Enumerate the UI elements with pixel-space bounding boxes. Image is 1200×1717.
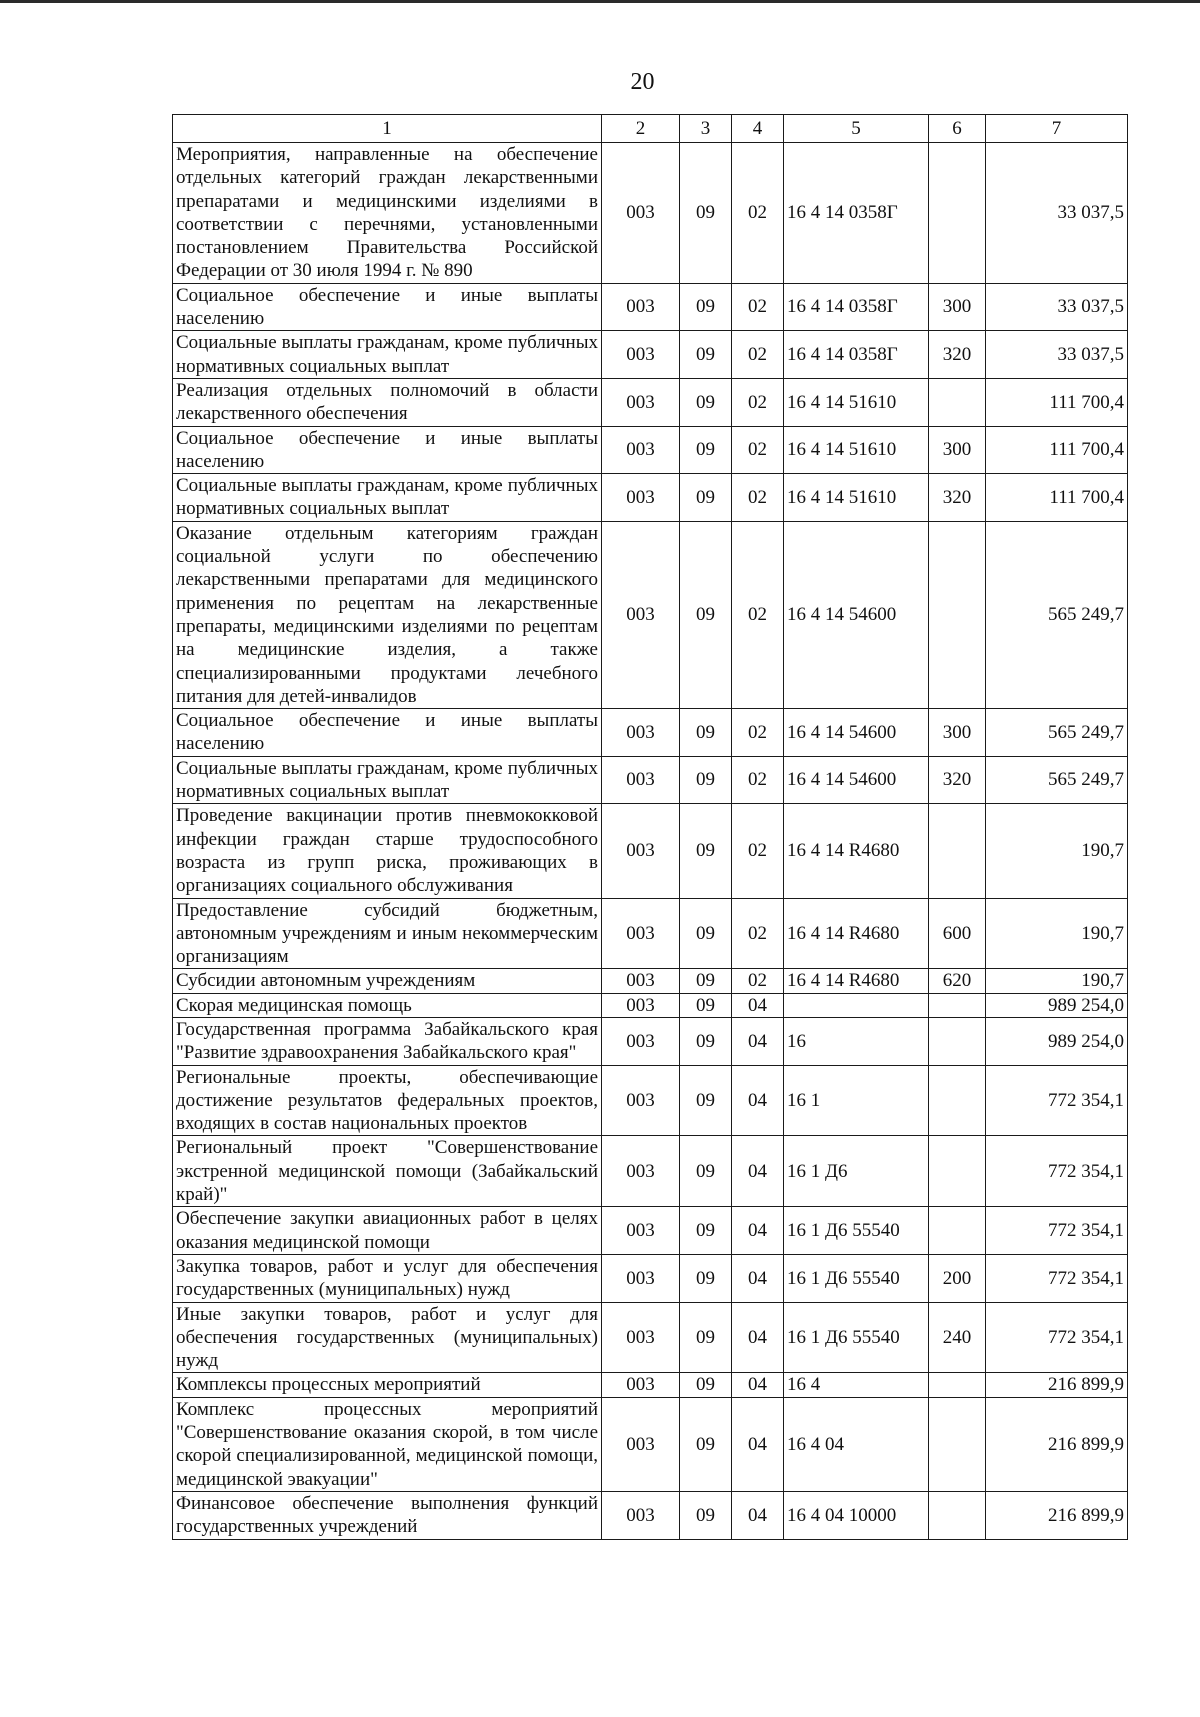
subsection-code-cell: 02 [732, 331, 784, 379]
amount-cell: 111 700,4 [986, 426, 1128, 474]
amount-cell: 989 254,0 [986, 1017, 1128, 1065]
subsection-code-cell: 04 [732, 1207, 784, 1255]
amount-cell: 190,7 [986, 969, 1128, 993]
subsection-code-cell: 02 [732, 426, 784, 474]
expense-type-cell: 240 [929, 1302, 986, 1373]
expense-type-cell [929, 521, 986, 708]
table-row [173, 993, 1128, 1017]
table-row [173, 1491, 1128, 1539]
target-article-cell: 16 4 14 54600 [784, 521, 929, 708]
row-name-cell: Иные закупки товаров, работ и услуг для обеспечения государственных (муниципальных) нужд [173, 1302, 602, 1373]
section-code-cell: 09 [680, 143, 732, 284]
subsection-code-cell: 04 [732, 1254, 784, 1302]
expense-type-cell: 200 [929, 1254, 986, 1302]
table-row [173, 1136, 1128, 1207]
subsection-code-cell: 02 [732, 804, 784, 898]
row-name-cell: Проведение вакцинации против пневмококковой инфекции граждан старше трудоспособного возраста из групп риска, проживающих в организациях социального обслуживания [173, 804, 602, 898]
ved-code-cell: 003 [602, 1373, 680, 1397]
amount-cell: 111 700,4 [986, 378, 1128, 426]
ved-code-cell: 003 [602, 1397, 680, 1491]
target-article-cell: 16 4 14 R4680 [784, 969, 929, 993]
ved-code-cell: 003 [602, 143, 680, 284]
expense-type-cell: 320 [929, 474, 986, 522]
table-row [173, 143, 1128, 284]
amount-cell: 190,7 [986, 804, 1128, 898]
row-name-cell: Социальные выплаты гражданам, кроме публичных нормативных социальных выплат [173, 331, 602, 379]
subsection-code-cell: 04 [732, 993, 784, 1017]
target-article-cell: 16 4 14 54600 [784, 756, 929, 804]
row-name-cell: Мероприятия, направленные на обеспечение отдельных категорий граждан лекарственными препаратами и медицинскими изделиями в соответствии с перечнями, установленными постановлением Правительства Российской Федерации от 30 июля 1994 г. № 890 [173, 143, 602, 284]
target-article-cell: 16 4 14 51610 [784, 378, 929, 426]
ved-code-cell: 003 [602, 331, 680, 379]
table-row [173, 1065, 1128, 1136]
row-name-cell: Закупка товаров, работ и услуг для обеспечения государственных (муниципальных) нужд [173, 1254, 602, 1302]
amount-cell: 772 354,1 [986, 1065, 1128, 1136]
subsection-code-cell: 04 [732, 1491, 784, 1539]
subsection-code-cell: 02 [732, 898, 784, 969]
column-header: 3 [680, 115, 732, 143]
expense-type-cell [929, 1397, 986, 1491]
amount-cell: 772 354,1 [986, 1136, 1128, 1207]
expense-type-cell [929, 143, 986, 284]
subsection-code-cell: 02 [732, 756, 784, 804]
section-code-cell: 09 [680, 426, 732, 474]
expense-type-cell [929, 1373, 986, 1397]
target-article-cell: 16 4 04 [784, 1397, 929, 1491]
section-code-cell: 09 [680, 1207, 732, 1255]
ved-code-cell: 003 [602, 898, 680, 969]
section-code-cell: 09 [680, 756, 732, 804]
table-row [173, 331, 1128, 379]
expense-type-cell: 300 [929, 709, 986, 757]
section-code-cell: 09 [680, 709, 732, 757]
column-header: 6 [929, 115, 986, 143]
table-body [173, 143, 1128, 1540]
amount-cell: 772 354,1 [986, 1254, 1128, 1302]
section-code-cell: 09 [680, 378, 732, 426]
section-code-cell: 09 [680, 1017, 732, 1065]
row-name-cell: Социальное обеспечение и иные выплаты населению [173, 426, 602, 474]
table-row [173, 521, 1128, 708]
ved-code-cell: 003 [602, 804, 680, 898]
table-row [173, 378, 1128, 426]
subsection-code-cell: 04 [732, 1017, 784, 1065]
ved-code-cell: 003 [602, 1065, 680, 1136]
row-name-cell: Комплексы процессных мероприятий [173, 1373, 602, 1397]
ved-code-cell: 003 [602, 1491, 680, 1539]
section-code-cell: 09 [680, 1254, 732, 1302]
subsection-code-cell: 02 [732, 474, 784, 522]
page-top-rule [0, 0, 1200, 3]
amount-cell: 33 037,5 [986, 331, 1128, 379]
section-code-cell: 09 [680, 1373, 732, 1397]
table-row [173, 1254, 1128, 1302]
target-article-cell: 16 1 Д6 55540 [784, 1302, 929, 1373]
expense-type-cell [929, 1491, 986, 1539]
section-code-cell: 09 [680, 993, 732, 1017]
table-header [173, 115, 1128, 143]
section-code-cell: 09 [680, 1491, 732, 1539]
amount-cell: 216 899,9 [986, 1373, 1128, 1397]
target-article-cell: 16 4 [784, 1373, 929, 1397]
target-article-cell: 16 4 14 0358Г [784, 331, 929, 379]
table-row [173, 709, 1128, 757]
ved-code-cell: 003 [602, 426, 680, 474]
target-article-cell: 16 4 14 R4680 [784, 898, 929, 969]
amount-cell: 33 037,5 [986, 283, 1128, 331]
section-code-cell: 09 [680, 474, 732, 522]
target-article-cell: 16 4 14 51610 [784, 474, 929, 522]
section-code-cell: 09 [680, 898, 732, 969]
expense-type-cell [929, 804, 986, 898]
column-header: 1 [173, 115, 602, 143]
column-header: 2 [602, 115, 680, 143]
row-name-cell: Региональный проект "Совершенствование экстренной медицинской помощи (Забайкальский край)" [173, 1136, 602, 1207]
row-name-cell: Финансовое обеспечение выполнения функций государственных учреждений [173, 1491, 602, 1539]
target-article-cell [784, 993, 929, 1017]
amount-cell: 989 254,0 [986, 993, 1128, 1017]
target-article-cell: 16 4 04 10000 [784, 1491, 929, 1539]
table-row [173, 1302, 1128, 1373]
target-article-cell: 16 4 14 51610 [784, 426, 929, 474]
row-name-cell: Социальные выплаты гражданам, кроме публичных нормативных социальных выплат [173, 474, 602, 522]
table-row [173, 1373, 1128, 1397]
expense-type-cell [929, 1207, 986, 1255]
ved-code-cell: 003 [602, 709, 680, 757]
amount-cell: 565 249,7 [986, 521, 1128, 708]
column-header: 4 [732, 115, 784, 143]
subsection-code-cell: 04 [732, 1302, 784, 1373]
ved-code-cell: 003 [602, 756, 680, 804]
row-name-cell: Социальное обеспечение и иные выплаты населению [173, 709, 602, 757]
section-code-cell: 09 [680, 331, 732, 379]
subsection-code-cell: 02 [732, 969, 784, 993]
expense-type-cell [929, 1136, 986, 1207]
table-row [173, 756, 1128, 804]
subsection-code-cell: 04 [732, 1373, 784, 1397]
section-code-cell: 09 [680, 1136, 732, 1207]
row-name-cell: Региональные проекты, обеспечивающие достижение результатов федеральных проектов, входящих в состав национальных проектов [173, 1065, 602, 1136]
target-article-cell: 16 1 Д6 55540 [784, 1207, 929, 1255]
page-number: 20 [630, 69, 655, 95]
ved-code-cell: 003 [602, 283, 680, 331]
amount-cell: 216 899,9 [986, 1491, 1128, 1539]
amount-cell: 33 037,5 [986, 143, 1128, 284]
ved-code-cell: 003 [602, 474, 680, 522]
expense-type-cell [929, 993, 986, 1017]
subsection-code-cell: 04 [732, 1065, 784, 1136]
ved-code-cell: 003 [602, 1254, 680, 1302]
ved-code-cell: 003 [602, 378, 680, 426]
subsection-code-cell: 02 [732, 521, 784, 708]
section-code-cell: 09 [680, 1397, 732, 1491]
section-code-cell: 09 [680, 969, 732, 993]
section-code-cell: 09 [680, 283, 732, 331]
row-name-cell: Обеспечение закупки авиационных работ в целях оказания медицинской помощи [173, 1207, 602, 1255]
section-code-cell: 09 [680, 1302, 732, 1373]
expense-type-cell [929, 1017, 986, 1065]
table-row [173, 1397, 1128, 1491]
target-article-cell: 16 1 [784, 1065, 929, 1136]
amount-cell: 772 354,1 [986, 1207, 1128, 1255]
header-row [173, 115, 1128, 143]
subsection-code-cell: 02 [732, 143, 784, 284]
row-name-cell: Оказание отдельным категориям граждан социальной услуги по обеспечению лекарственными препаратами для медицинского применения по рецептам на лекарственные препараты, медицинскими изделиями по рецептам на медицинские изделия, а также специализированными продуктами лечебного питания для детей-инвалидов [173, 521, 602, 708]
subsection-code-cell: 02 [732, 709, 784, 757]
row-name-cell: Скорая медицинская помощь [173, 993, 602, 1017]
section-code-cell: 09 [680, 804, 732, 898]
target-article-cell: 16 4 14 0358Г [784, 283, 929, 331]
amount-cell: 565 249,7 [986, 756, 1128, 804]
amount-cell: 216 899,9 [986, 1397, 1128, 1491]
amount-cell: 111 700,4 [986, 474, 1128, 522]
row-name-cell: Социальное обеспечение и иные выплаты населению [173, 283, 602, 331]
table-row [173, 1017, 1128, 1065]
subsection-code-cell: 04 [732, 1136, 784, 1207]
target-article-cell: 16 4 14 54600 [784, 709, 929, 757]
table-row [173, 1207, 1128, 1255]
row-name-cell: Реализация отдельных полномочий в области лекарственного обеспечения [173, 378, 602, 426]
ved-code-cell: 003 [602, 1136, 680, 1207]
row-name-cell: Комплекс процессных мероприятий "Совершенствование оказания скорой, в том числе скорой специализированной, медицинской помощи, медицинской эвакуации" [173, 1397, 602, 1491]
target-article-cell: 16 4 14 R4680 [784, 804, 929, 898]
amount-cell: 190,7 [986, 898, 1128, 969]
table-row [173, 426, 1128, 474]
row-name-cell: Государственная программа Забайкальского края "Развитие здравоохранения Забайкальского края" [173, 1017, 602, 1065]
subsection-code-cell: 04 [732, 1397, 784, 1491]
ved-code-cell: 003 [602, 1017, 680, 1065]
column-header: 7 [986, 115, 1128, 143]
expense-type-cell: 620 [929, 969, 986, 993]
target-article-cell: 16 1 Д6 55540 [784, 1254, 929, 1302]
section-code-cell: 09 [680, 521, 732, 708]
row-name-cell: Предоставление субсидий бюджетным, автономным учреждениям и иным некоммерческим организациям [173, 898, 602, 969]
expense-type-cell [929, 1065, 986, 1136]
ved-code-cell: 003 [602, 1302, 680, 1373]
expense-type-cell: 300 [929, 426, 986, 474]
ved-code-cell: 003 [602, 969, 680, 993]
table-row [173, 283, 1128, 331]
budget-table [172, 114, 1128, 1540]
amount-cell: 565 249,7 [986, 709, 1128, 757]
table-row [173, 474, 1128, 522]
expense-type-cell: 600 [929, 898, 986, 969]
table-row [173, 969, 1128, 993]
column-header: 5 [784, 115, 929, 143]
amount-cell: 772 354,1 [986, 1302, 1128, 1373]
expense-type-cell: 320 [929, 756, 986, 804]
ved-code-cell: 003 [602, 1207, 680, 1255]
subsection-code-cell: 02 [732, 378, 784, 426]
target-article-cell: 16 [784, 1017, 929, 1065]
ved-code-cell: 003 [602, 521, 680, 708]
table-row [173, 898, 1128, 969]
row-name-cell: Субсидии автономным учреждениям [173, 969, 602, 993]
expense-type-cell: 300 [929, 283, 986, 331]
expense-type-cell [929, 378, 986, 426]
target-article-cell: 16 1 Д6 [784, 1136, 929, 1207]
section-code-cell: 09 [680, 1065, 732, 1136]
row-name-cell: Социальные выплаты гражданам, кроме публичных нормативных социальных выплат [173, 756, 602, 804]
ved-code-cell: 003 [602, 993, 680, 1017]
table-row [173, 804, 1128, 898]
target-article-cell: 16 4 14 0358Г [784, 143, 929, 284]
expense-type-cell: 320 [929, 331, 986, 379]
subsection-code-cell: 02 [732, 283, 784, 331]
